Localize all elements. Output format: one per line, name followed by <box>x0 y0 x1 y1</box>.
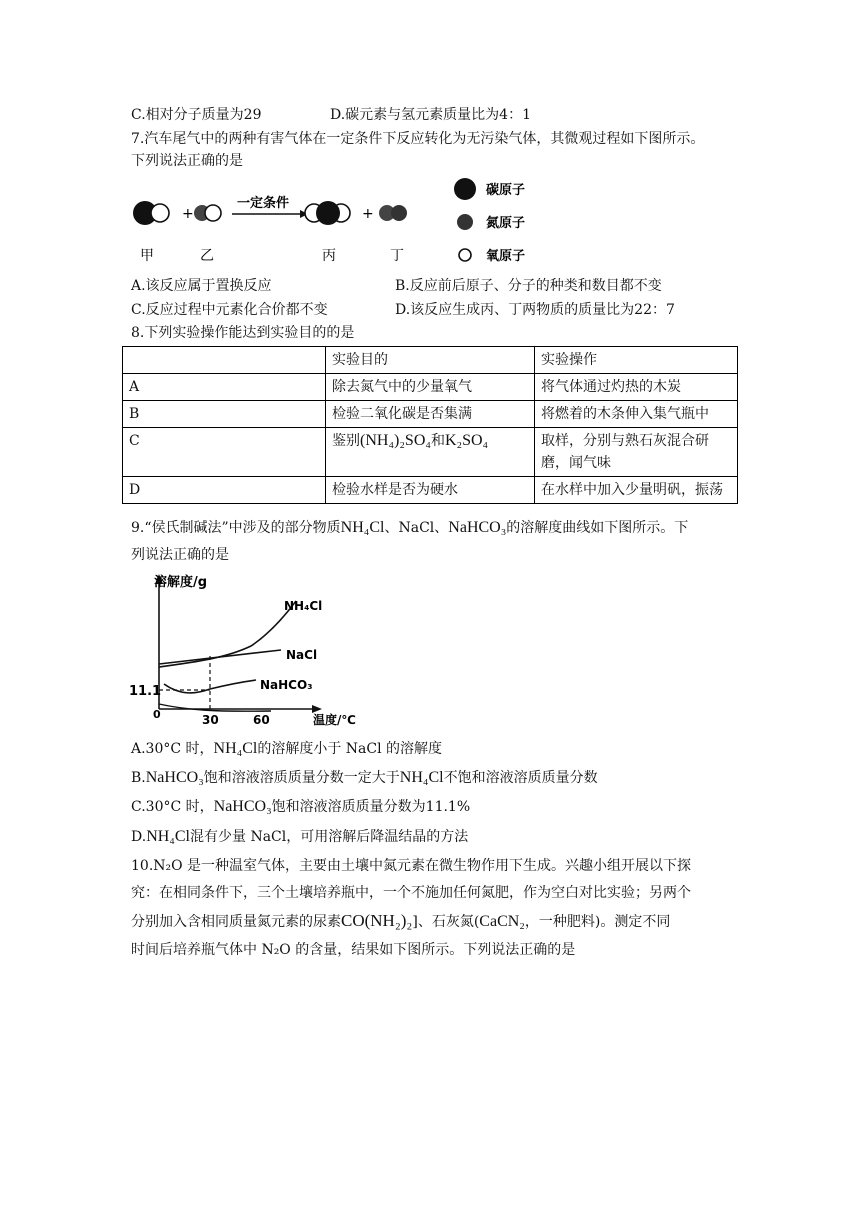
label-jia: 甲 <box>140 248 154 264</box>
q9-stem-line1: 9.“侯氏制碱法”中涉及的部分物质NH₄Cl、NaCl、NaHCO₃的溶解度曲线如下图所示。下 <box>131 519 689 536</box>
q9-stem-line2: 列说法正确的是 <box>131 547 229 563</box>
legend-carbon-icon <box>454 178 476 200</box>
legend-oxygen-icon <box>459 249 471 261</box>
legend-nitrogen-icon <box>457 214 473 230</box>
plus-sign-1: + <box>182 206 194 222</box>
q9-option-c: C.30°C 时，NaHCO₃饱和溶液溶质质量分数为11.1% <box>131 798 471 815</box>
formula-ammonium-sulfate: (NH₄)₂SO₄ <box>360 432 431 449</box>
q7-stem-line1: 7.汽车尾气中的两种有害气体在一定条件下反应转化为无污染气体，其微观过程如下图所示。 <box>131 131 705 147</box>
label-bing: 丙 <box>322 248 336 264</box>
q9-option-a: A.30°C 时，NH₄Cl的溶解度小于 NaCl 的溶解度 <box>131 740 443 757</box>
origin-label: 0 <box>153 708 161 721</box>
row-purpose: 鉴别(NH₄)₂SO₄和K₂SO₄ <box>326 428 535 477</box>
table-row <box>123 477 738 504</box>
formula-potassium-sulfate: K₂SO₄ <box>444 432 489 449</box>
q10-line3: 分别加入含相同质量氮元素的尿素CO(NH₂)₂]、石灰氮(CaCN₂，一种肥料)。测定不同 <box>131 911 671 930</box>
q9-option-d: D.NH₄Cl混有少量 NaCl，可用溶解后降温结晶的方法 <box>131 828 469 845</box>
q7-option-c: C.反应过程中元素化合价都不变 <box>131 302 328 318</box>
q8-stem: 8.下列实验操作能达到实验目的的是 <box>131 325 355 341</box>
molecule-ding <box>379 205 407 221</box>
q6-option-d: D.碳元素与氢元素质量比为4：1 <box>330 107 531 123</box>
q7-option-d: D.该反应生成丙、丁两物质的质量比为22：7 <box>395 302 675 318</box>
table-row <box>123 374 738 401</box>
q10-line4: 时间后培养瓶气体中 N₂O 的含量，结果如下图所示。下列说法正确的是 <box>131 942 576 958</box>
molecule-bing <box>305 201 350 225</box>
q7-option-a: A.该反应属于置换反应 <box>131 278 272 294</box>
row-key: D <box>123 477 326 504</box>
x-tick-30: 30 <box>202 713 219 727</box>
q9-option-b: B.NaHCO₃饱和溶液溶质质量分数一定大于NH₄Cl不饱和溶液溶质质量分数 <box>131 769 598 786</box>
row-key: B <box>123 401 326 428</box>
row-key: C <box>123 428 326 477</box>
table-row <box>123 428 738 477</box>
q7-reaction-diagram <box>128 172 548 272</box>
curve-nacl <box>159 650 281 664</box>
y-tick-11.1: 11.1 <box>129 684 162 699</box>
row-purpose: 检验水样是否为硬水 <box>326 477 535 504</box>
row-key: A <box>123 374 326 401</box>
molecule-yi <box>194 205 221 221</box>
header-key <box>123 347 326 374</box>
label-ding: 丁 <box>390 248 404 264</box>
series-label-nahco3: NaHCO₃ <box>260 678 313 692</box>
y-axis-label: 溶解度/g <box>154 575 208 590</box>
row-purpose: 除去氮气中的少量氧气 <box>326 374 535 401</box>
legend-carbon: 碳原子 <box>486 183 526 198</box>
molecule-jia <box>133 201 169 225</box>
curve-nh4cl <box>159 601 296 667</box>
legend-nitrogen: 氮原子 <box>486 216 526 231</box>
table-row <box>123 401 738 428</box>
row-purpose: 检验二氧化碳是否集满 <box>326 401 535 428</box>
row-operation: 在水样中加入少量明矾，振荡 <box>535 477 738 504</box>
legend-oxygen: 氧原子 <box>486 249 526 264</box>
q7-option-b: B.反应前后原子、分子的种类和数目都不变 <box>395 278 662 294</box>
q7-stem-line2: 下列说法正确的是 <box>131 153 243 169</box>
series-label-nacl: NaCl <box>286 648 318 662</box>
plus-sign-2: + <box>362 206 374 222</box>
q6-option-c: C.相对分子质量为29 <box>131 107 262 123</box>
q10-line1: 10.N₂O 是一种温室气体，主要由土壤中氮元素在微生物作用下生成。兴趣小组开展以下探 <box>131 858 692 874</box>
x-axis-label: 温度/℃ <box>313 713 356 727</box>
label-yi: 乙 <box>200 248 214 264</box>
table-header-row <box>123 347 738 374</box>
q9-solubility-chart <box>126 566 376 734</box>
q10-line2: 究：在相同条件下，三个土壤培养瓶中，一个不施加任何氮肥，作为空白对比实验；另两个 <box>131 885 691 901</box>
row-operation: 将气体通过灼热的木炭 <box>535 374 738 401</box>
x-tick-60: 60 <box>253 713 270 727</box>
header-operation: 实验操作 <box>535 347 738 374</box>
series-label-nh4cl: NH₄Cl <box>284 599 323 613</box>
header-purpose: 实验目的 <box>326 347 535 374</box>
row-operation: 取样，分别与熟石灰混合研磨，闻气味 <box>535 428 738 477</box>
q8-experiment-table <box>122 346 738 504</box>
row-operation: 将燃着的木条伸入集气瓶中 <box>535 401 738 428</box>
reaction-condition: 一定条件 <box>237 196 290 211</box>
